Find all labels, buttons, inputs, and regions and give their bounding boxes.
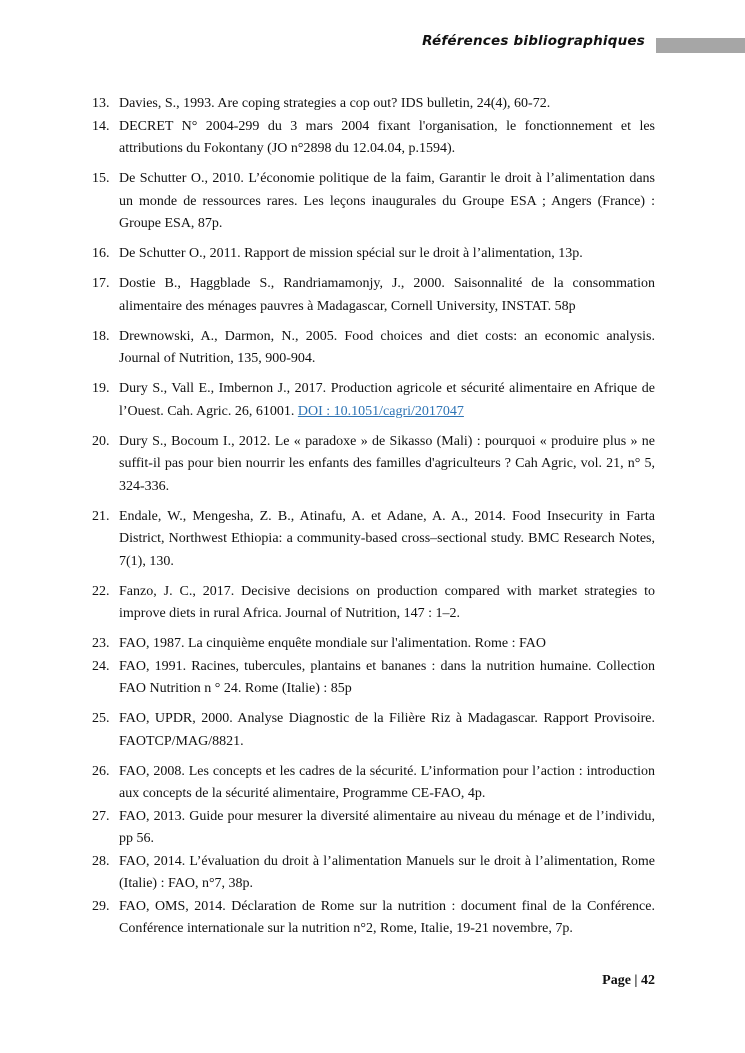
reference-text: FAO, 1987. La cinquième enquête mondiale sur l'alimentation. Rome : FAO [119,636,546,651]
reference-item [92,896,655,941]
reference-number: 15. [92,171,110,186]
reference-item [92,273,655,318]
reference-text: FAO, UPDR, 2000. Analyse Diagnostic de la Filière Riz à Madagascar. Rapport Provisoire. FAOTCP/MAG/8821. [119,711,655,749]
reference-number: 14. [92,118,110,134]
reference-text: Dury S., Vall E., Imbernon J., 2017. Production agricole et sécurité alimentaire en Afrique de l’Ouest. Cah. Agric. 26, 61001. [119,381,655,419]
reference-number: 13. [92,96,110,111]
reference-item [92,431,655,499]
reference-text: FAO, 2013. Guide pour mesurer la diversité alimentaire au niveau du ménage et de l’individu, pp 56. [119,808,655,846]
reference-item [92,116,655,161]
doi-link[interactable]: DOI : 10.1051/cagri/2017047 [297,403,464,419]
running-header-title: Références bibliographiques [422,33,645,49]
reference-item [92,761,655,806]
reference-text: Endale, W., Mengesha, Z. B., Atinafu, A. et Adane, A. A., 2014. Food Insecurity in Farta District, Northwest Ethiopia: a community-based cross–sectional study. BMC Research Notes, 7(1), 130. [119,508,655,569]
reference-item [92,656,655,701]
page-number: Page | 42 [602,973,655,988]
reference-item [92,851,655,896]
reference-item [92,506,655,574]
reference-number: 19. [92,381,110,396]
reference-number: 26. [92,763,110,779]
reference-item [92,168,655,236]
reference-number: 20. [92,433,110,449]
reference-item [92,326,655,371]
reference-item [92,243,655,266]
reference-number: 17. [92,276,110,291]
reference-number: 27. [92,808,110,824]
reference-list [92,93,655,941]
reference-text: Dury S., Bocoum I., 2012. Le « paradoxe » de Sikasso (Mali) : pourquoi « produire plus » ne suffit-il pas pour bien nourrir les enfants des familles d'agriculteurs ? Cah Agric, vol. 21, n° 5, 324-336. [119,433,655,494]
reference-number: 23. [92,636,110,651]
reference-item [92,93,655,116]
reference-item [92,378,655,423]
reference-item [92,708,655,753]
reference-text: Dostie B., Haggblade S., Randriamamonjy, J., 2000. Saisonnalité de la consommation alimentaire des ménages pauvres à Madagascar, Cornell University, INSTAT. 58p [119,276,655,314]
reference-item [92,633,655,656]
reference-text: FAO, OMS, 2014. Déclaration de Rome sur la nutrition : document final de la Conférence. Conférence internationale sur la nutrition n°2, Rome, Italie, 19-21 novembre, 7p. [119,898,655,936]
reference-number: 21. [92,508,110,524]
reference-text: DECRET N° 2004-299 du 3 mars 2004 fixant l'organisation, le fonctionnement et les attributions du Fokontany (JO n°2898 du 12.04.04, p.1594). [119,118,655,156]
reference-number: 18. [92,328,110,344]
reference-text: Davies, S., 1993. Are coping strategies a cop out? IDS bulletin, 24(4), 60-72. [119,96,551,111]
reference-text: FAO, 2014. L’évaluation du droit à l’alimentation Manuels sur le droit à l’alimentation, Rome (Italie) : FAO, n°7, 38p. [119,853,655,891]
reference-number: 29. [92,898,110,914]
reference-text: FAO, 2008. Les concepts et les cadres de la sécurité. L’information pour l’action : introduction aux concepts de la sécurité alimentaire, Programme CE-FAO, 4p. [119,763,655,801]
reference-number: 22. [92,583,110,599]
reference-number: 25. [92,711,110,726]
header-decoration-bar [656,38,745,53]
reference-text: De Schutter O., 2010. L’économie politique de la faim, Garantir le droit à l’alimentation dans un monde de ressources rares. Les leçons inaugurales du Groupe ESA ; Angers (France) : Groupe ESA, 87p. [119,171,655,231]
reference-text: Drewnowski, A., Darmon, N., 2005. Food choices and diet costs: an economic analysis. Journal of Nutrition, 135, 900-904. [119,328,655,366]
reference-text: De Schutter O., 2011. Rapport de mission spécial sur le droit à l’alimentation, 13p. [119,246,583,261]
reference-number: 28. [92,853,110,869]
reference-text: Fanzo, J. C., 2017. Decisive decisions on production compared with market strategies to improve diets in rural Africa. Journal of Nutrition, 147 : 1–2. [119,583,655,621]
reference-number: 24. [92,658,110,674]
reference-number: 16. [92,246,110,261]
reference-item [92,581,655,626]
reference-text: FAO, 1991. Racines, tubercules, plantains et bananes : dans la nutrition humaine. Collection FAO Nutrition n ° 24. Rome (Italie) : 85p [119,658,655,696]
reference-item [92,806,655,851]
